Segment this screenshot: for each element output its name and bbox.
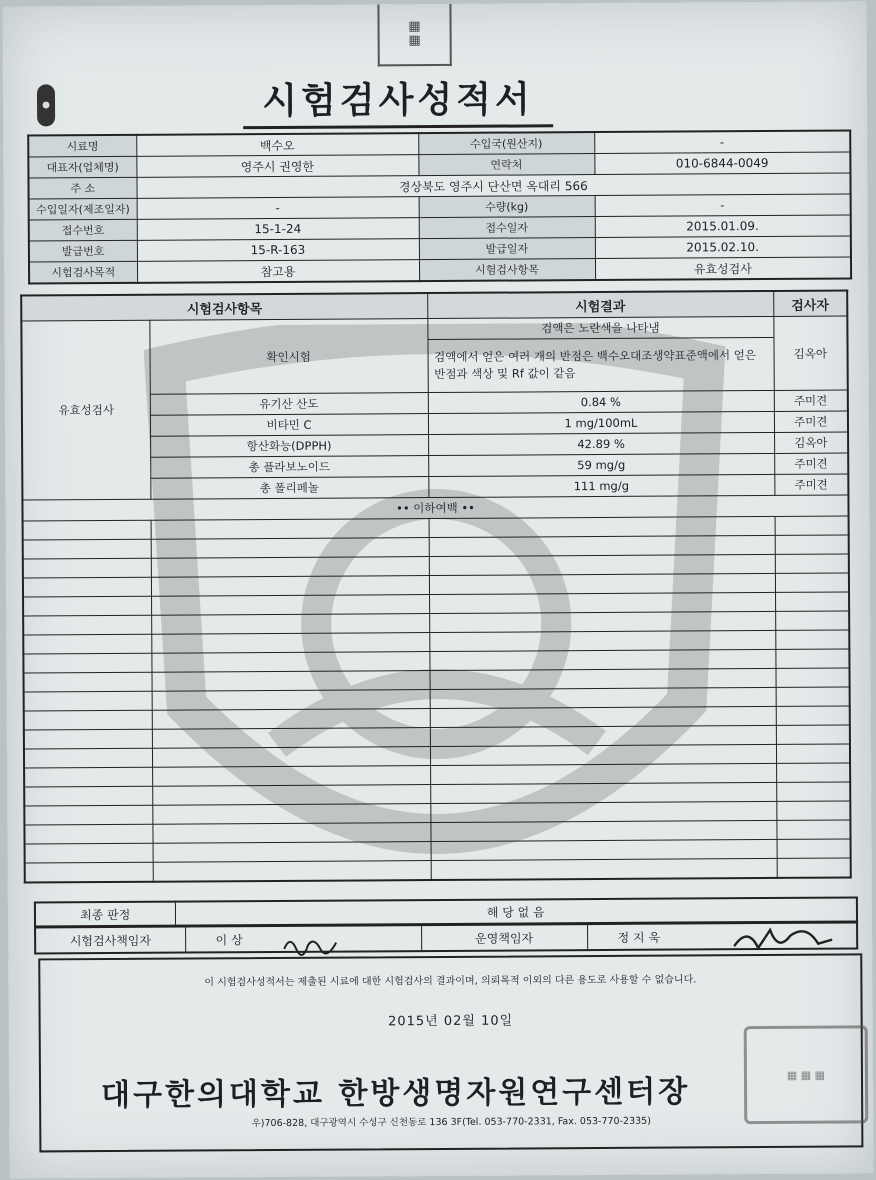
empty-cell bbox=[775, 649, 849, 668]
disclaimer-text: 이 시험검사성적서는 제출된 시료에 대한 시험검사의 결과이며, 의뢰목적 이외의 다른 용도로 사용할 수 없습니다. bbox=[204, 974, 697, 989]
empty-cell bbox=[24, 767, 152, 787]
result-cell: 1 mg/100mL bbox=[428, 411, 774, 434]
empty-cell bbox=[23, 672, 151, 692]
info-value: 15-1-24 bbox=[137, 218, 419, 241]
empty-cell bbox=[152, 804, 430, 825]
empty-cell bbox=[776, 706, 850, 725]
info-value: - bbox=[595, 194, 851, 217]
info-label: 시료명 bbox=[28, 135, 136, 157]
tester-cell: 주미견 bbox=[774, 453, 848, 474]
responsible-label: 시험검사책임자 bbox=[35, 927, 185, 954]
empty-cell bbox=[429, 516, 775, 537]
footer-box bbox=[38, 953, 863, 1152]
manager-label: 운영책임자 bbox=[421, 924, 587, 951]
empty-cell bbox=[23, 520, 151, 540]
empty-cell bbox=[430, 782, 776, 803]
empty-cell bbox=[775, 554, 849, 573]
empty-cell bbox=[776, 820, 850, 839]
empty-cell bbox=[151, 614, 429, 635]
tester-cell: 김옥아 bbox=[773, 316, 847, 390]
signature-icon bbox=[280, 933, 340, 957]
item-cell: 유기산 산도 bbox=[150, 393, 428, 416]
empty-cell bbox=[775, 535, 849, 554]
empty-cell bbox=[777, 858, 851, 878]
item-cell: 비타민 C bbox=[150, 414, 428, 437]
empty-cell bbox=[429, 630, 775, 651]
empty-cell bbox=[24, 691, 152, 711]
info-label: 접수일자 bbox=[419, 217, 595, 239]
info-label: 대표자(업체명) bbox=[28, 156, 136, 178]
info-label: 수량(kg) bbox=[419, 196, 595, 218]
info-value: 유효성검사 bbox=[595, 257, 851, 280]
result-cell: 59 mg/g bbox=[428, 453, 774, 476]
info-value: 영주시 권영한 bbox=[136, 155, 418, 178]
organization-address: 우)706-828, 대구광역시 수성구 신천동로 136 3F(Tel. 053-770-2331, Fax. 053-770-2335) bbox=[251, 1115, 651, 1130]
certificate-paper bbox=[2, 1, 873, 1178]
results-table bbox=[20, 289, 852, 883]
empty-cell bbox=[24, 748, 152, 768]
empty-cell bbox=[24, 729, 152, 749]
empty-cell bbox=[24, 786, 152, 806]
tester-cell: 주미견 bbox=[774, 474, 848, 495]
info-value: - bbox=[137, 197, 419, 220]
empty-cell bbox=[23, 615, 151, 635]
empty-cell bbox=[152, 785, 430, 806]
empty-cell bbox=[152, 728, 430, 749]
empty-cell bbox=[776, 782, 850, 801]
header-item: 시험검사항목 bbox=[21, 293, 427, 321]
empty-cell bbox=[24, 805, 152, 825]
empty-cell bbox=[430, 763, 776, 784]
empty-cell bbox=[430, 820, 776, 841]
final-label: 최종 판정 bbox=[35, 902, 175, 927]
empty-cell bbox=[25, 862, 153, 882]
empty-cell bbox=[429, 611, 775, 632]
empty-cell bbox=[151, 576, 429, 597]
empty-cell bbox=[776, 744, 850, 763]
result-cell: 검액은 노란색을 나타냄 bbox=[427, 316, 773, 339]
empty-cell bbox=[23, 577, 151, 597]
empty-cell bbox=[431, 839, 777, 860]
manager-name: 정 지 욱 bbox=[587, 922, 857, 950]
issue-date: 2015년 02월 10일 bbox=[388, 1013, 514, 1030]
empty-cell bbox=[23, 596, 151, 616]
header-result: 시험결과 bbox=[427, 291, 773, 319]
empty-cell bbox=[776, 725, 850, 744]
result-note: 검액에서 얻은 여러 개의 반점은 백수오대조생약표준액에서 얻은 반점과 색상 및 Rf 값이 같음 bbox=[427, 337, 773, 392]
empty-cell bbox=[430, 801, 776, 822]
empty-cell bbox=[429, 592, 775, 613]
result-cell: 42.89 % bbox=[428, 432, 774, 455]
organization-name: 대구한의대학교 한방생명자원연구센터장 bbox=[100, 1074, 691, 1114]
empty-cell bbox=[24, 710, 152, 730]
info-value: 15-R-163 bbox=[137, 239, 419, 262]
info-label: 접수번호 bbox=[29, 219, 137, 241]
empty-cell bbox=[775, 668, 849, 687]
empty-cell bbox=[152, 709, 430, 730]
info-label: 수입일자(제조일자) bbox=[29, 198, 137, 220]
tester-cell: 주미견 bbox=[774, 390, 848, 411]
empty-cell bbox=[152, 823, 430, 844]
tester-cell: 주미견 bbox=[774, 411, 848, 432]
empty-cell bbox=[776, 687, 850, 706]
empty-cell bbox=[23, 634, 151, 654]
empty-cell bbox=[776, 801, 850, 820]
empty-cell bbox=[777, 839, 851, 858]
info-label: 시험검사목적 bbox=[29, 261, 137, 283]
info-value: 010-6844-0049 bbox=[594, 152, 850, 175]
empty-cell bbox=[151, 538, 429, 559]
empty-cell bbox=[151, 633, 429, 654]
empty-cell bbox=[153, 842, 431, 863]
info-value: - bbox=[594, 130, 850, 153]
official-seal-icon: ▦ ▦ ▦ bbox=[744, 1025, 869, 1124]
empty-cell bbox=[430, 725, 776, 746]
empty-cell bbox=[775, 516, 849, 535]
empty-cell bbox=[775, 611, 849, 630]
info-label: 발급번호 bbox=[29, 240, 137, 262]
item-cell: 확인시험 bbox=[149, 319, 427, 395]
empty-cell bbox=[151, 595, 429, 616]
info-label: 주 소 bbox=[28, 177, 136, 199]
logo-icon: ● bbox=[37, 84, 55, 126]
info-label: 수입국(원산지) bbox=[418, 132, 594, 155]
info-table bbox=[27, 129, 852, 284]
info-row bbox=[29, 257, 851, 284]
empty-cell bbox=[25, 843, 153, 863]
empty-cell bbox=[429, 535, 775, 556]
item-cell: 총 폴리페놀 bbox=[150, 477, 428, 500]
info-label: 발급일자 bbox=[419, 238, 595, 260]
empty-cell bbox=[776, 763, 850, 782]
info-value: 2015.01.09. bbox=[595, 215, 851, 238]
item-cell: 항산화능(DPPH) bbox=[150, 435, 428, 458]
blank-marker: •• 이하여백 •• bbox=[22, 495, 848, 521]
empty-cell bbox=[429, 668, 775, 689]
item-cell: 총 플라보노이드 bbox=[150, 456, 428, 479]
empty-cell bbox=[775, 630, 849, 649]
empty-cell bbox=[151, 652, 429, 673]
category-cell: 유효성검사 bbox=[21, 320, 150, 500]
info-label: 시험검사항목 bbox=[419, 259, 595, 282]
tester-cell: 김옥아 bbox=[774, 432, 848, 453]
empty-cell bbox=[429, 573, 775, 594]
empty-cell bbox=[23, 558, 151, 578]
empty-cell bbox=[775, 573, 849, 592]
empty-cell bbox=[24, 824, 152, 844]
responsible-name: 이 상 bbox=[185, 925, 421, 952]
empty-cell bbox=[430, 687, 776, 708]
empty-cell bbox=[152, 766, 430, 787]
document-title: 시험검사성적서 bbox=[243, 71, 553, 129]
empty-cell bbox=[775, 592, 849, 611]
info-value: 참고용 bbox=[137, 260, 419, 283]
info-value: 백수오 bbox=[136, 133, 418, 156]
empty-cell bbox=[429, 554, 775, 575]
info-label: 연락처 bbox=[418, 154, 594, 176]
header-tester: 검사자 bbox=[773, 290, 847, 316]
final-value: 해 당 없 음 bbox=[175, 897, 857, 925]
top-seal-icon: ▦ ▦ bbox=[377, 4, 451, 66]
empty-cell bbox=[430, 706, 776, 727]
empty-cell bbox=[151, 671, 429, 692]
info-value: 2015.02.10. bbox=[595, 236, 851, 259]
info-value: 경상북도 영주시 단산면 옥대리 566 bbox=[136, 173, 850, 198]
empty-rows bbox=[23, 516, 851, 883]
empty-cell bbox=[430, 744, 776, 765]
result-cell: 111 mg/g bbox=[428, 474, 774, 497]
empty-row bbox=[25, 858, 851, 883]
empty-cell bbox=[151, 557, 429, 578]
empty-cell bbox=[151, 519, 429, 540]
empty-cell bbox=[23, 539, 151, 559]
empty-cell bbox=[431, 858, 777, 880]
empty-cell bbox=[152, 747, 430, 768]
empty-cell bbox=[429, 649, 775, 670]
empty-cell bbox=[153, 861, 431, 882]
empty-cell bbox=[23, 653, 151, 673]
result-cell: 0.84 % bbox=[428, 390, 774, 413]
empty-cell bbox=[152, 690, 430, 711]
